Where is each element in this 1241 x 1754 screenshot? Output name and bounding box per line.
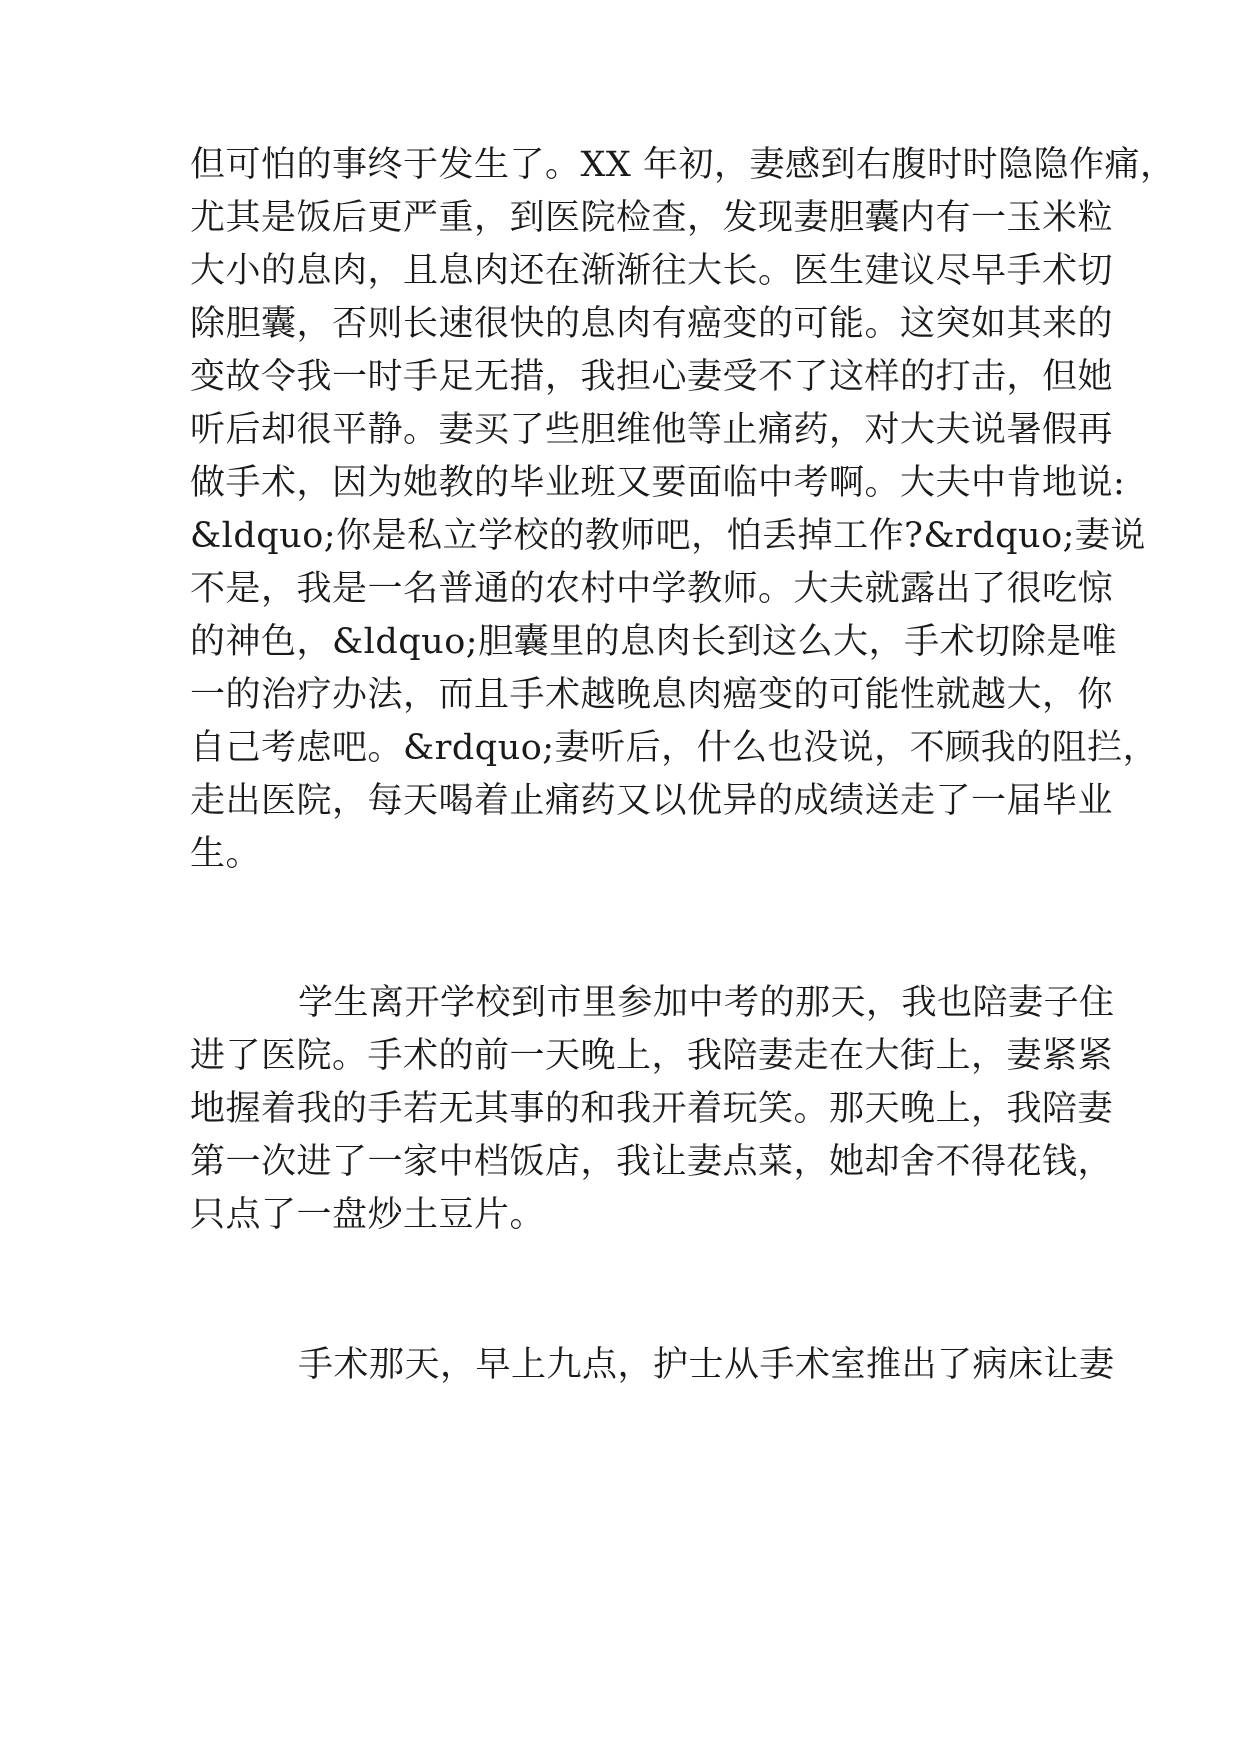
paragraph-1-line-11: 一的治疗办法，而且手术越晚息肉癌变的可能性就越大，你	[190, 675, 1114, 715]
paragraph-1-line-10: 的神色，&ldquo;胆囊里的息肉长到这么大，手术切除是唯	[190, 622, 1118, 662]
paragraph-1-line-1: 但可怕的事终于发生了。XX 年初，妻感到右腹时时隐隐作痛，	[190, 145, 1176, 185]
paragraph-1-line-14: 生。	[190, 834, 262, 874]
paragraph-1-line-6: 听后却很平静。妻买了些胆维他等止痛药，对大夫说暑假再	[190, 410, 1114, 450]
paragraph-1-line-2: 尤其是饭后更严重，到医院检查，发现妻胆囊内有一玉米粒	[190, 198, 1114, 238]
paragraph-1-line-13: 走出医院，每天喝着止痛药又以优异的成绩送走了一届毕业	[190, 781, 1114, 821]
paragraph-1-line-4: 除胆囊，否则长速很快的息肉有癌变的可能。这突如其来的	[190, 304, 1114, 344]
paragraph-1-line-5: 变故令我一时手足无措，我担心妻受不了这样的打击，但她	[190, 357, 1114, 397]
paragraph-2-line-5: 只点了一盘炒土豆片。	[190, 1195, 546, 1235]
paragraph-1-line-8: &ldquo;你是私立学校的教师吧，怕丢掉工作?&rdquo;妻说	[190, 516, 1146, 556]
paragraph-1-line-7: 做手术，因为她教的毕业班又要面临中考啊。大夫中肯地说:	[190, 463, 1126, 503]
paragraph-1-line-3: 大小的息肉，且息肉还在渐渐往大长。医生建议尽早手术切	[190, 251, 1114, 291]
paragraph-2-line-1: 学生离开学校到市里参加中考的那天，我也陪妻子住	[298, 983, 1115, 1023]
paragraph-1-line-9: 不是，我是一名普通的农村中学教师。大夫就露出了很吃惊	[190, 569, 1114, 609]
paragraph-2-line-2: 进了医院。手术的前一天晚上，我陪妻走在大街上，妻紧紧	[190, 1036, 1114, 1076]
paragraph-2-line-4: 第一次进了一家中档饭店，我让妻点菜，她却舍不得花钱，	[190, 1142, 1114, 1182]
paragraph-3-line-1: 手术那天，早上九点，护士从手术室推出了病床让妻	[298, 1345, 1115, 1385]
paragraph-2-line-3: 地握着我的手若无其事的和我开着玩笑。那天晚上，我陪妻	[190, 1089, 1114, 1129]
paragraph-1-line-12: 自己考虑吧。&rdquo;妻听后，什么也没说，不顾我的阻拦，	[190, 728, 1159, 768]
